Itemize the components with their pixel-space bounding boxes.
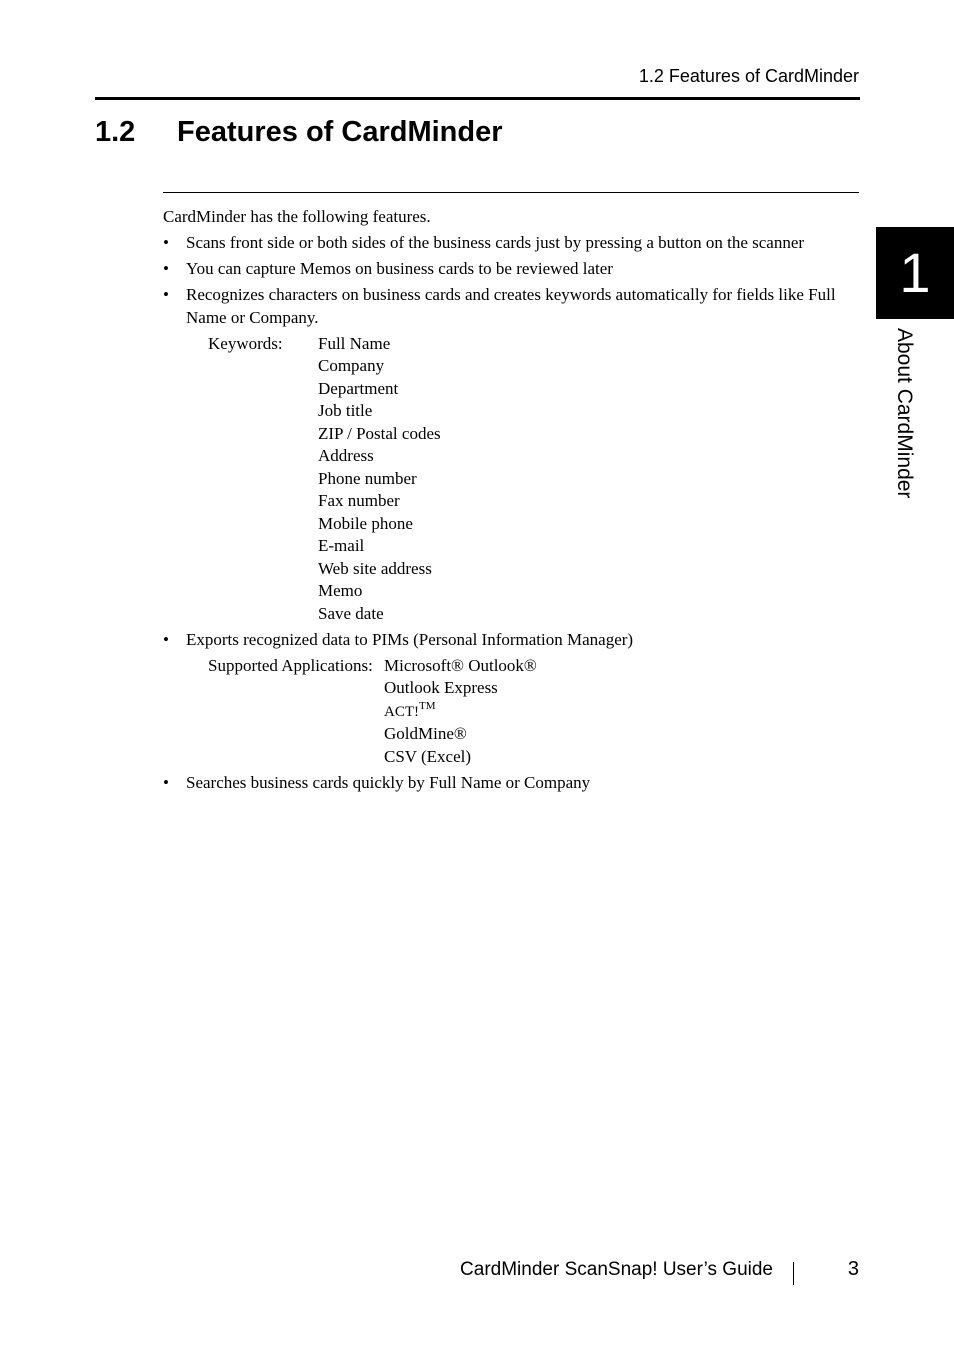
bullet-icon: • [163,233,169,252]
footer-guide-title: CardMinder ScanSnap! User’s Guide [460,1259,773,1280]
keywords-table [208,333,863,626]
section-title [95,112,503,152]
bullet-icon: • [163,259,169,278]
keyword-item: Job title [318,401,373,420]
page-number: 3 [847,1258,859,1280]
list-item [163,772,863,795]
keyword-item: Company [318,356,385,375]
keyword-item: Fax number [318,491,400,510]
footer-separator [793,1262,794,1285]
keyword-item: Department [318,378,399,398]
trademark-superscript: TM [419,699,436,712]
keyword-item: Web site address [318,558,432,578]
keyword-item: Memo [318,581,363,600]
keywords-list [318,333,441,626]
application-item: Outlook Express [384,678,498,697]
applications-table [208,655,863,769]
bullet-text: You can capture Memos on business cards to be reviewed later [186,259,613,278]
section-title-text: Features of CardMinder [177,116,503,148]
application-item [384,700,537,724]
keyword-item: ZIP / Postal codes [318,423,441,443]
chapter-side-label: About CardMinder [893,328,916,499]
chapter-tab [876,227,954,319]
content-body [163,206,863,798]
keyword-item: Save date [318,603,384,623]
applications-label: Supported Applications: [208,655,373,675]
list-item [163,232,863,255]
section-number: 1.2 [95,116,136,148]
application-item: GoldMine® [384,724,467,743]
bullet-text: Scans front side or both sides of the business cards just by pressing a button on the scanner [186,233,805,252]
keyword-item: E-mail [318,536,365,555]
bullet-text: Recognizes characters on business cards and creates keywords automatically for fields like Full Name or Company. [186,285,836,327]
bullet-icon: • [163,629,169,649]
applications-list [384,655,537,769]
list-item [163,258,863,281]
bullet-icon: • [163,772,169,792]
bullet-text: Searches business cards quickly by Full Name or Company [186,772,591,792]
list-item [163,629,863,652]
keyword-item: Mobile phone [318,513,413,533]
intro-paragraph: CardMinder has the following features. [163,207,431,226]
chapter-number: 1 [899,241,931,304]
application-item: CSV (Excel) [384,746,472,766]
bullet-text: Exports recognized data to PIMs (Personal Information Manager) [186,629,634,649]
title-rule [163,192,859,193]
header-rule [95,97,860,100]
keyword-item: Phone number [318,468,417,488]
keyword-item: Address [318,446,374,465]
keyword-item: Full Name [318,333,391,353]
application-name: ACT! [384,703,419,720]
application-item: Microsoft® Outlook® [384,655,537,675]
list-item [163,284,863,329]
running-header: 1.2 Features of CardMinder [638,66,859,86]
keywords-label: Keywords: [208,333,283,353]
bullet-icon: • [163,285,169,304]
